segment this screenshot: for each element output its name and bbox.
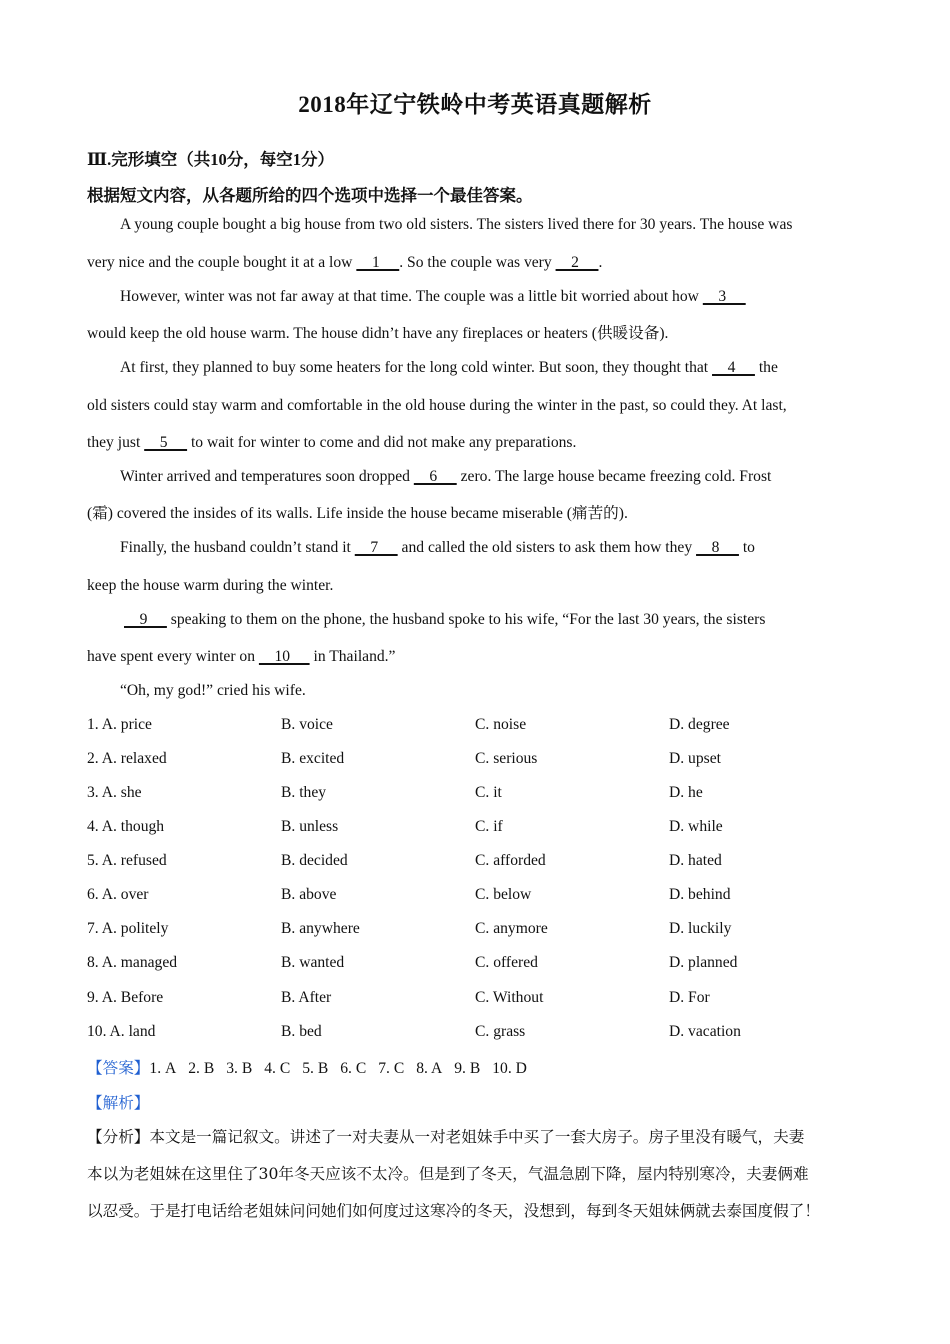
passage-line: A young couple bought a big house from two old sisters. The sisters lived there for 30 years. The house was	[120, 216, 793, 233]
blank-8: 8	[696, 539, 739, 556]
blank-5: 5	[144, 434, 188, 451]
option-c: C. Without	[475, 989, 544, 1006]
passage-line: 9 speaking to them on the phone, the husband spoke to his wife, “For the last 30 years, the sisters	[124, 611, 766, 628]
option-row	[87, 852, 867, 872]
option-c: C. offered	[475, 954, 538, 971]
option-b: B. voice	[281, 716, 333, 733]
analysis-line: 本以为老姐妹在这里住了30年冬天应该不太冷。但是到了冬天，气温急剧下降，屋内特别寒冷，夫妻俩难	[87, 1165, 809, 1183]
option-a: 3. A. she	[87, 784, 142, 801]
option-a: 10. A. land	[87, 1023, 156, 1040]
option-d: D. while	[669, 818, 723, 835]
blank-6: 6	[413, 468, 457, 485]
answer-item: 6. C	[340, 1060, 367, 1077]
passage-line: “Oh, my god!” cried his wife.	[120, 682, 306, 699]
passage-line: old sisters could stay warm and comfortable in the old house during the winter in the past, so could they. At last,	[87, 397, 787, 414]
option-row	[87, 989, 867, 1009]
passage-line: However, winter was not far away at that time. The couple was a little bit worried about how 3	[120, 288, 746, 305]
option-d: D. luckily	[669, 920, 732, 937]
option-d: D. degree	[669, 716, 730, 733]
option-c: C. serious	[475, 750, 538, 767]
passage-line: keep the house warm during the winter.	[87, 577, 334, 594]
option-b: B. wanted	[281, 954, 345, 971]
option-row	[87, 750, 867, 770]
option-d: D. For	[669, 989, 710, 1006]
blank-7: 7	[354, 539, 398, 556]
option-row	[87, 716, 867, 736]
option-row	[87, 784, 867, 804]
analysis-tag: 【解析】	[87, 1094, 150, 1112]
option-b: B. unless	[281, 818, 339, 835]
option-row	[87, 886, 867, 906]
option-c: C. if	[475, 818, 503, 835]
passage-line: very nice and the couple bought it at a low 1 . So the couple was very 2 .	[87, 254, 603, 271]
option-b: B. bed	[281, 1023, 322, 1040]
option-a: 1. A. price	[87, 716, 152, 733]
blank-4: 4	[712, 359, 755, 376]
answer-line	[87, 1056, 539, 1078]
option-row	[87, 818, 867, 838]
analysis-line: 以忍受。于是打电话给老姐妹问问她们如何度过这寒冷的冬天，没想到，每到冬天姐妹俩就去泰国度假了！	[87, 1202, 820, 1220]
blank-3: 3	[702, 288, 746, 305]
answer-tag: 【答案】	[87, 1060, 150, 1077]
option-b: B. decided	[281, 852, 348, 869]
option-c: C. noise	[475, 716, 527, 733]
passage-line: At first, they planned to buy some heaters for the long cold winter. But soon, they thought that 4 the	[120, 359, 778, 376]
option-b: B. anywhere	[281, 920, 360, 937]
option-a: 7. A. politely	[87, 920, 169, 937]
blank-10: 10	[258, 648, 310, 665]
option-d: D. planned	[669, 954, 738, 971]
answer-item: 5. B	[302, 1060, 329, 1077]
option-c: C. below	[475, 886, 532, 903]
option-c: C. anymore	[475, 920, 548, 937]
option-d: D. hated	[669, 852, 722, 869]
passage-line: have spent every winter on 10 in Thailand.”	[87, 648, 396, 665]
option-a: 8. A. managed	[87, 954, 178, 971]
option-c: C. afforded	[475, 852, 546, 869]
page-title: 2018年辽宁铁岭中考英语真题解析	[298, 92, 652, 117]
answer-item: 8. A	[416, 1060, 443, 1077]
answer-item: 9. B	[454, 1060, 481, 1077]
passage-line: Finally, the husband couldn’t stand it 7 and called the old sisters to ask them how they 8 to	[120, 539, 755, 556]
passage-line: (霜) covered the insides of its walls. Life inside the house became miserable (痛苦的).	[87, 505, 628, 522]
option-b: B. above	[281, 886, 337, 903]
option-b: B. they	[281, 784, 327, 801]
option-c: C. grass	[475, 1023, 526, 1040]
analysis-line: 【分析】本文是一篇记叙文。讲述了一对夫妻从一对老姐妹手中买了一套大房子。房子里没有暖气，夫妻	[87, 1128, 805, 1146]
answer-item: 4. C	[264, 1060, 291, 1077]
answer-item: 3. B	[226, 1060, 253, 1077]
option-row	[87, 1023, 867, 1043]
option-a: 9. A. Before	[87, 989, 164, 1006]
option-a: 2. A. relaxed	[87, 750, 167, 767]
option-d: D. vacation	[669, 1023, 741, 1040]
passage-line: Winter arrived and temperatures soon dropped 6 zero. The large house became freezing cold. Frost	[120, 468, 772, 485]
passage-line: would keep the old house warm. The house didn’t have any fireplaces or heaters (供暖设备).	[87, 325, 669, 342]
passage-line: they just 5 to wait for winter to come and did not make any preparations.	[87, 434, 577, 451]
answer-item: 2. B	[188, 1060, 215, 1077]
option-d: D. he	[669, 784, 703, 801]
answer-item: 10. D	[492, 1060, 527, 1077]
option-c: C. it	[475, 784, 502, 801]
option-d: D. upset	[669, 750, 721, 767]
option-a: 4. A. though	[87, 818, 165, 835]
blank-9: 9	[124, 611, 167, 628]
section-instruction: 根据短文内容，从各题所给的四个选项中选择一个最佳答案。	[87, 186, 533, 205]
option-b: B. excited	[281, 750, 345, 767]
answer-item: 1. A	[149, 1060, 177, 1077]
option-d: D. behind	[669, 886, 731, 903]
blank-1: 1	[356, 254, 400, 271]
option-a: 5. A. refused	[87, 852, 167, 869]
option-row	[87, 920, 867, 940]
option-row	[87, 954, 867, 974]
blank-2: 2	[555, 254, 599, 271]
option-b: B. After	[281, 989, 332, 1006]
option-a: 6. A. over	[87, 886, 149, 903]
section-heading: Ⅲ.完形填空（共10分，每空1分）	[87, 150, 334, 169]
answer-item: 7. C	[378, 1060, 405, 1077]
